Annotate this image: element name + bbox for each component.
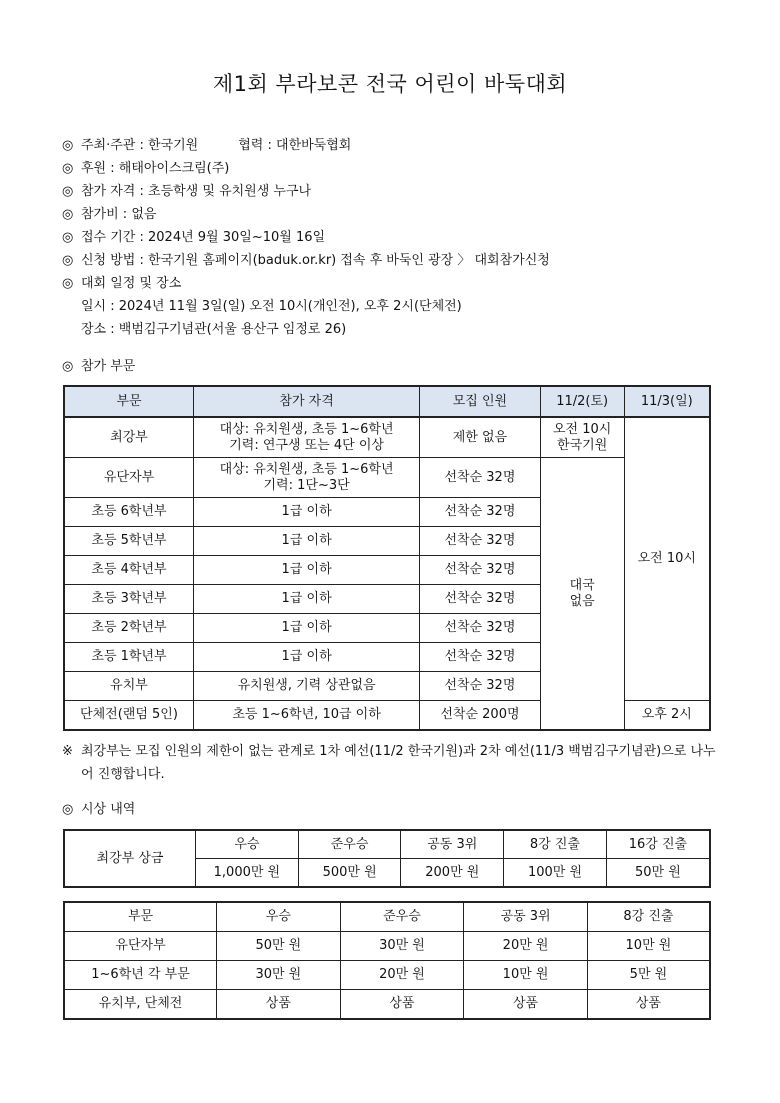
table-row [64, 458, 710, 498]
qual-line-1: 대상: 유치원생, 초등 1~6학년 [219, 461, 394, 477]
nov2-top-line-1: 오전 10시 [552, 421, 612, 437]
qualification-cell: 초등 1~6학년, 10급 이하 [194, 701, 420, 731]
bullet-mark: ◎ [62, 253, 74, 268]
prizes-heading [62, 798, 135, 817]
bullet-mark: ◎ [62, 207, 74, 222]
division-cell: 유치부 [64, 672, 194, 701]
prizes-heading-text: 시상 내역 [81, 802, 136, 817]
info-fee [62, 203, 742, 226]
bullet-mark: ◎ [62, 276, 74, 291]
top-prize-header: 우승 [196, 830, 299, 859]
top-prize-value: 500만 원 [298, 859, 401, 888]
division-cell: 단체전(랜덤 5인) [64, 701, 194, 731]
top-prize-header: 16강 진출 [606, 830, 710, 859]
division-cell: 초등 3학년부 [64, 585, 194, 614]
info-organizer [62, 134, 742, 157]
other-prize-table [63, 901, 711, 1020]
capacity-cell: 선착순 32명 [420, 585, 541, 614]
eligibility-text: 참가 자격 : 초등학생 및 유치원생 누구나 [81, 184, 312, 199]
nov2-top-line-2: 한국기원 [557, 437, 608, 453]
capacity-cell: 선착순 200명 [420, 701, 541, 731]
capacity-cell: 선착순 32명 [420, 458, 541, 498]
prize-value: 상품 [464, 990, 588, 1020]
divisions-heading-text: 참가 부문 [81, 359, 136, 374]
organizer-text: 주최·주관 : 한국기원 [81, 138, 199, 153]
capacity-cell: 선착순 32명 [420, 614, 541, 643]
bullet-mark: ◎ [62, 138, 74, 153]
info-period [62, 226, 742, 249]
top-prize-header: 준우승 [298, 830, 401, 859]
division-cell: 초등 5학년부 [64, 527, 194, 556]
table-header-row [64, 386, 710, 417]
prize-header: 부문 [64, 902, 217, 932]
table-row [64, 830, 710, 859]
capacity-cell: 선착순 32명 [420, 672, 541, 701]
nov2-cell-rest [540, 458, 624, 731]
qual-line-1: 대상: 유치원생, 초등 1~6학년 [219, 421, 394, 437]
table-row [64, 961, 710, 990]
period-text: 접수 기간 : 2024년 9월 30일~10월 16일 [81, 230, 326, 245]
prize-value: 상품 [587, 990, 710, 1020]
table-header-row [64, 902, 710, 932]
schedule-date: 일시 : 2024년 11월 3일(일) 오전 10시(개인전), 오후 2시(단체전) [81, 299, 462, 314]
nov2-rest-line-2: 없음 [569, 593, 595, 609]
header-division: 부문 [64, 386, 194, 417]
qualification-cell: 1급 이하 [194, 556, 420, 585]
nov3-team-cell: 오후 2시 [624, 701, 710, 731]
table-row [64, 990, 710, 1020]
capacity-cell: 선착순 32명 [420, 643, 541, 672]
qualification-cell: 1급 이하 [194, 585, 420, 614]
note [62, 740, 727, 786]
header-nov2: 11/2(토) [540, 386, 624, 417]
top-prize-value: 100만 원 [504, 859, 607, 888]
division-cell: 초등 6학년부 [64, 498, 194, 527]
prize-value: 50만 원 [217, 932, 341, 961]
prize-value: 30만 원 [340, 932, 464, 961]
page-title: 제1회 부라보콘 전국 어린이 바둑대회 [212, 72, 568, 96]
sponsor-text: 후원 : 해태아이스크림(주) [81, 161, 230, 176]
fee-text: 참가비 : 없음 [81, 207, 157, 222]
prize-header: 공동 3위 [464, 902, 588, 932]
bullet-mark: ◎ [62, 230, 74, 245]
nov3-individual-cell: 오전 10시 [624, 417, 710, 701]
division-cell: 유단자부 [64, 458, 194, 498]
info-method [62, 249, 742, 272]
top-prize-header: 공동 3위 [401, 830, 504, 859]
prize-header: 우승 [217, 902, 341, 932]
qualification-cell: 1급 이하 [194, 527, 420, 556]
capacity-cell: 선착순 32명 [420, 556, 541, 585]
division-cell: 초등 1학년부 [64, 643, 194, 672]
info-schedule [62, 272, 742, 295]
prize-value: 10만 원 [587, 932, 710, 961]
qual-line-2: 기력: 연구생 또는 4단 이상 [229, 437, 384, 453]
capacity-cell: 선착순 32명 [420, 498, 541, 527]
info-list [62, 134, 742, 341]
prize-division: 유단자부 [64, 932, 217, 961]
division-cell: 초등 4학년부 [64, 556, 194, 585]
prize-value: 30만 원 [217, 961, 341, 990]
division-cell: 최강부 [64, 417, 194, 458]
method-text: 신청 방법 : 한국기원 홈페이지(baduk.or.kr) 접속 후 바둑인 광장 〉 대회참가신청 [81, 253, 550, 268]
prize-division: 1~6학년 각 부문 [64, 961, 217, 990]
qualification-cell [194, 458, 420, 498]
schedule-heading: 대회 일정 및 장소 [81, 276, 182, 291]
qualification-cell: 유치원생, 기력 상관없음 [194, 672, 420, 701]
table-row [64, 417, 710, 458]
prize-value: 20만 원 [340, 961, 464, 990]
header-qualification: 참가 자격 [194, 386, 420, 417]
info-eligibility [62, 180, 742, 203]
top-prize-label: 최강부 상금 [64, 830, 196, 887]
schedule-place: 장소 : 백범김구기념관(서울 용산구 임정로 26) [81, 322, 347, 337]
qualification-cell: 1급 이하 [194, 498, 420, 527]
division-cell: 초등 2학년부 [64, 614, 194, 643]
prize-value: 20만 원 [464, 932, 588, 961]
top-prize-header: 8강 진출 [504, 830, 607, 859]
note-text: 최강부는 모집 인원의 제한이 없는 관계로 1차 예선(11/2 한국기원)과 2차 예선(11/3 백범김구기념관)으로 나누어 진행합니다. [81, 744, 716, 782]
qual-line-2: 기력: 1단~3단 [263, 477, 350, 493]
qualification-cell [194, 417, 420, 458]
bullet-mark: ◎ [62, 184, 74, 199]
capacity-cell: 제한 없음 [420, 417, 541, 458]
prize-header: 8강 진출 [587, 902, 710, 932]
header-nov3: 11/3(일) [624, 386, 710, 417]
bullet-mark: ◎ [62, 161, 74, 176]
prize-division: 유치부, 단체전 [64, 990, 217, 1020]
top-prize-table [63, 829, 711, 888]
top-prize-value: 200만 원 [401, 859, 504, 888]
table-row [64, 932, 710, 961]
info-sponsor [62, 157, 742, 180]
divisions-table [63, 385, 711, 731]
prize-value: 5만 원 [587, 961, 710, 990]
prize-value: 상품 [217, 990, 341, 1020]
bullet-mark: ◎ [62, 802, 74, 817]
cooperation-text: 협력 : 대한바둑협회 [238, 138, 352, 153]
divisions-heading [62, 355, 135, 374]
top-prize-value: 50만 원 [606, 859, 710, 888]
prize-header: 준우승 [340, 902, 464, 932]
bullet-mark: ◎ [62, 359, 74, 374]
note-mark: ※ [62, 744, 73, 759]
capacity-cell: 선착순 32명 [420, 527, 541, 556]
nov2-rest-line-1: 대국 [569, 577, 595, 593]
prize-value: 상품 [340, 990, 464, 1020]
header-capacity: 모집 인원 [420, 386, 541, 417]
top-prize-value: 1,000만 원 [196, 859, 299, 888]
prize-value: 10만 원 [464, 961, 588, 990]
qualification-cell: 1급 이하 [194, 643, 420, 672]
qualification-cell: 1급 이하 [194, 614, 420, 643]
nov2-cell-top [540, 417, 624, 458]
